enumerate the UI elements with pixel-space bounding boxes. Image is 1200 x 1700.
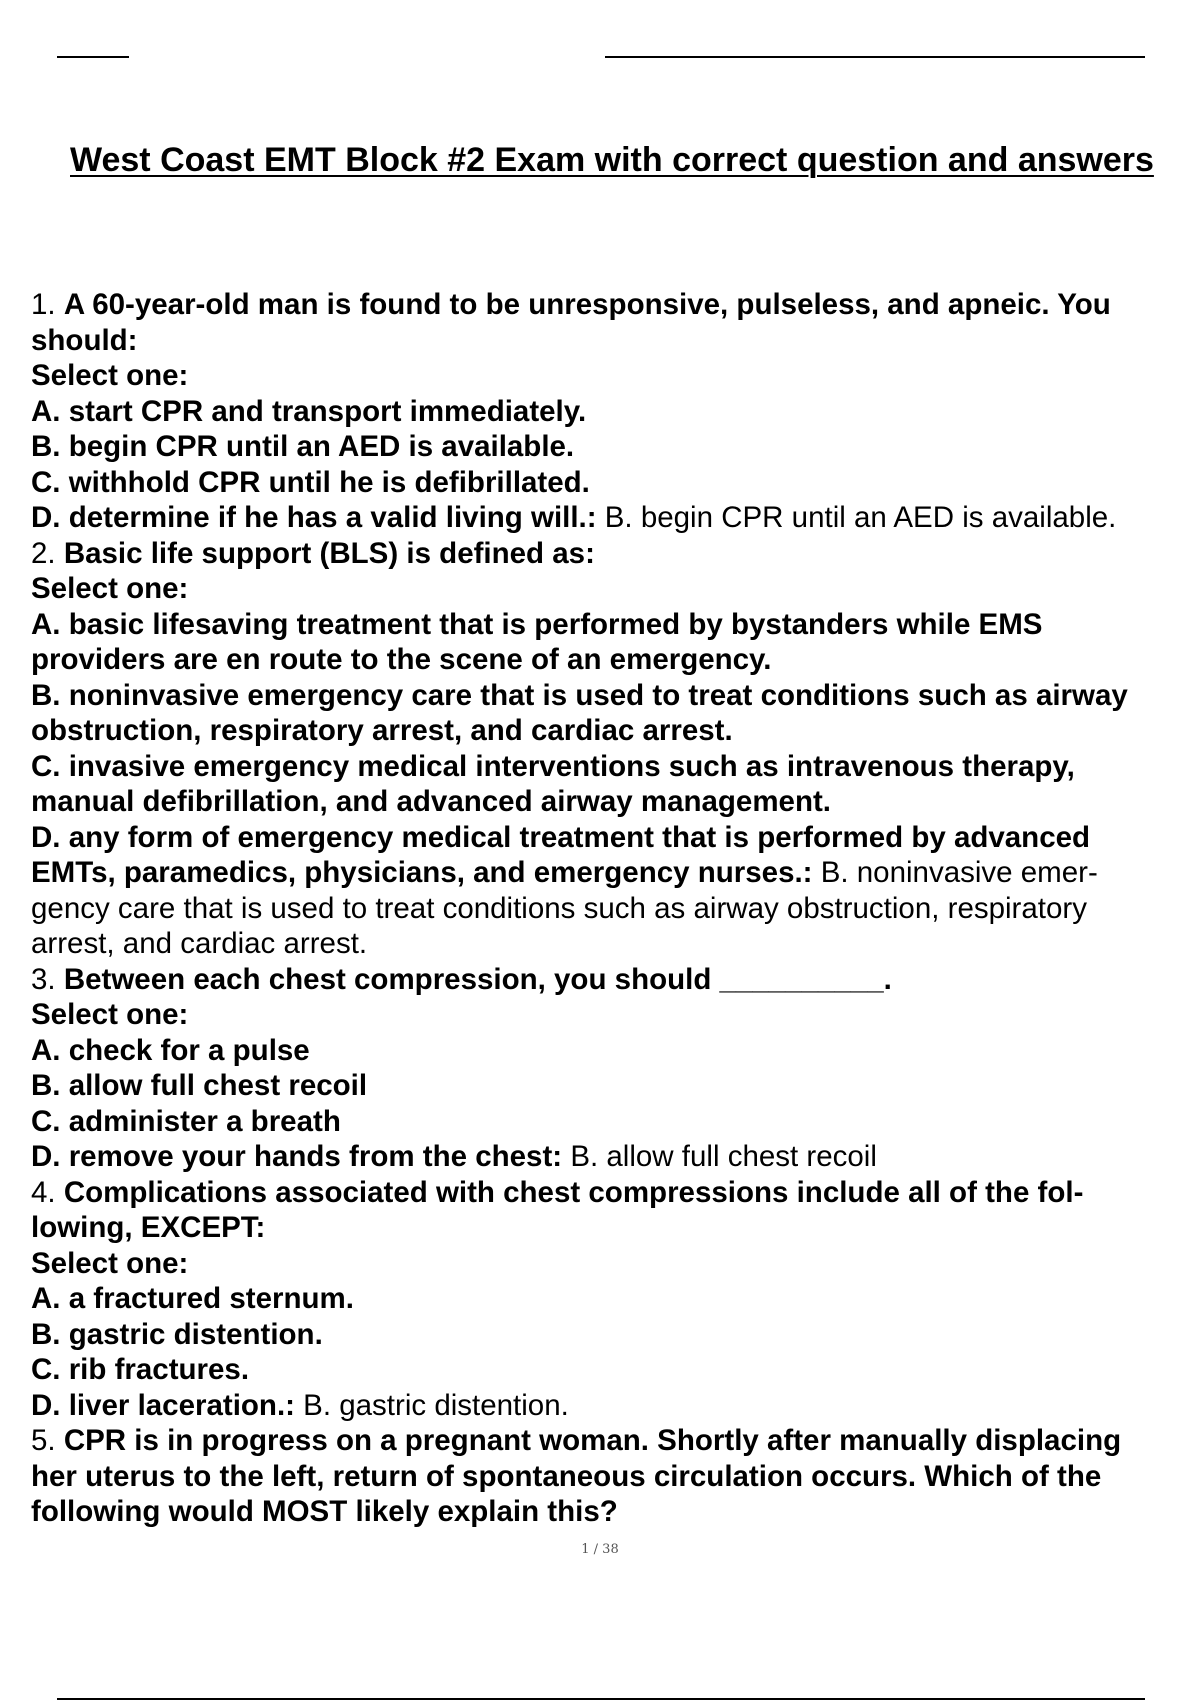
text-line	[31, 1068, 1200, 1104]
question-text: C. administer a breath	[31, 1104, 341, 1138]
text-line	[31, 1139, 1200, 1175]
text-line	[31, 429, 1200, 465]
question-text: B. allow full chest recoil	[31, 1069, 368, 1102]
question-text: Select one:	[31, 1246, 189, 1280]
question-number: 4.	[31, 1175, 56, 1209]
question-text: A 60-year-old man is found to be unresponsive, pulseless, and apneic. You	[63, 288, 1111, 321]
question-text: lowing, EXCEPT:	[31, 1211, 266, 1244]
text-line	[31, 323, 1200, 359]
header-rule-left	[57, 56, 129, 58]
question-number: 5.	[31, 1424, 56, 1457]
text-line	[31, 855, 1200, 891]
answer-text: arrest, and cardiac arrest.	[31, 927, 368, 960]
question-text: D. determine if he has a valid living will.:	[31, 501, 597, 534]
question-text: following would MOST likely explain this?	[31, 1495, 618, 1528]
text-line	[31, 1494, 1200, 1530]
question-text: providers are en route to the scene of an emergency.	[31, 643, 772, 676]
text-line	[31, 820, 1200, 856]
question-text: Basic life support (BLS) is defined as:	[63, 536, 595, 570]
question-number: 1.	[31, 288, 56, 321]
question-line	[31, 962, 1200, 998]
text-line	[31, 1388, 1200, 1424]
question-text: C. rib fractures.	[31, 1353, 250, 1386]
text-line	[31, 500, 1200, 536]
text-line	[31, 997, 1200, 1033]
question-text: C. withhold CPR until he is defibrillated.	[31, 465, 590, 499]
question-text: Select one:	[31, 998, 189, 1031]
question-text: CPR is in progress on a pregnant woman. Shortly after manually displacing	[63, 1424, 1122, 1457]
text-line	[31, 465, 1200, 501]
question-text: her uterus to the left, return of spontaneous circulation occurs. Which of the	[31, 1459, 1102, 1493]
text-line	[31, 1210, 1200, 1246]
question-text: D. liver laceration.:	[31, 1388, 295, 1422]
question-text: manual defibrillation, and advanced airway management.	[31, 785, 832, 818]
question-line	[31, 536, 1200, 572]
question-text: A. a fractured sternum.	[31, 1282, 354, 1315]
question-text: A. check for a pulse	[31, 1033, 310, 1067]
answer-text: gency care that is used to treat conditions such as airway obstruction, respiratory	[31, 891, 1087, 925]
question-text: Select one:	[31, 572, 189, 605]
question-number: 2.	[31, 536, 56, 570]
text-line	[31, 891, 1200, 927]
answer-text: B. allow full chest recoil	[562, 1140, 877, 1173]
question-list	[31, 287, 1200, 1530]
question-line	[31, 1423, 1200, 1459]
question-text: B. gastric distention.	[31, 1317, 323, 1351]
text-line	[31, 1281, 1200, 1317]
text-line	[31, 713, 1200, 749]
header-rule-right	[605, 56, 1145, 58]
question-text: B. begin CPR until an AED is available.	[31, 430, 575, 463]
page-number: 1 / 38	[581, 1542, 619, 1557]
question-text: obstruction, respiratory arrest, and cardiac arrest.	[31, 714, 733, 747]
question-text: should:	[31, 323, 138, 357]
question-text: D. any form of emergency medical treatment that is performed by advanced	[31, 820, 1091, 854]
text-line	[31, 1033, 1200, 1069]
text-line	[31, 1317, 1200, 1353]
question-line	[31, 287, 1200, 323]
answer-text: B. gastric distention.	[294, 1388, 569, 1422]
text-line	[31, 1104, 1200, 1140]
question-text: D. remove your hands from the chest:	[31, 1140, 563, 1173]
question-text: A. basic lifesaving treatment that is performed by bystanders while EMS	[31, 607, 1043, 641]
answer-text: B. begin CPR until an AED is available.	[596, 501, 1117, 534]
question-text: Complications associated with chest compressions include all of the fol-	[63, 1175, 1084, 1209]
text-line	[31, 1246, 1200, 1282]
text-line	[31, 749, 1200, 785]
text-line	[31, 1459, 1200, 1495]
text-line	[31, 784, 1200, 820]
question-text: B. noninvasive emergency care that is used to treat conditions such as airway	[31, 678, 1128, 712]
answer-text: B. noninvasive emer-	[812, 856, 1098, 889]
text-line	[31, 1352, 1200, 1388]
text-line	[31, 607, 1200, 643]
text-line	[31, 394, 1200, 430]
text-line	[31, 926, 1200, 962]
question-text: C. invasive emergency medical interventions such as intravenous therapy,	[31, 749, 1075, 783]
document-title: West Coast EMT Block #2 Exam with correct question and answers	[70, 141, 1154, 179]
question-text: Select one:	[31, 359, 189, 392]
question-text: EMTs, paramedics, physicians, and emergency nurses.:	[31, 856, 813, 889]
question-number: 3.	[31, 962, 56, 996]
text-line	[31, 358, 1200, 394]
question-line	[31, 1175, 1200, 1211]
text-line	[31, 571, 1200, 607]
question-text: Between each chest compression, you should __________.	[63, 962, 892, 996]
text-line	[31, 642, 1200, 678]
text-line	[31, 678, 1200, 714]
question-text: A. start CPR and transport immediately.	[31, 394, 587, 428]
